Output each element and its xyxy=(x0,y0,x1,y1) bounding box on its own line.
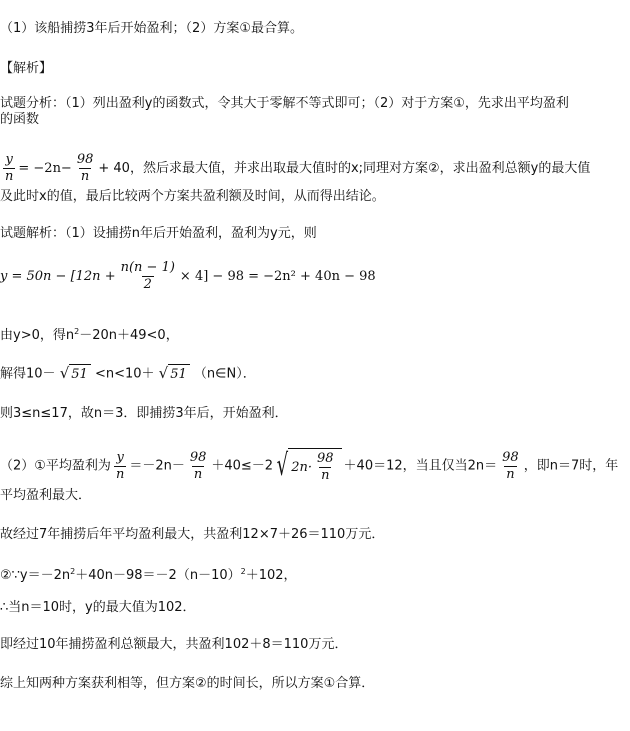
solve-text-a: 解得10－ xyxy=(0,366,56,382)
profit-equation xyxy=(0,260,376,293)
p2-sqrt: √ 2n· $\frac{98}{n}$ xyxy=(275,448,341,484)
solve-text-c: （n∈N）． xyxy=(193,366,256,382)
fraction-98-over-n: $\frac{98}{n}$ xyxy=(76,152,94,184)
ineq-sup: 2 xyxy=(74,327,80,336)
inequality-line xyxy=(0,323,179,345)
p3-total: 即经过10年捕捞盈利总额最大，共盈利102＋8＝110万元． xyxy=(0,637,348,652)
eq1-rhs: × 4] − 98 = −2n² + 40n − 98 xyxy=(179,269,376,284)
p2-text-c: ＋40≤－2 xyxy=(211,458,274,474)
p2-fraction-98-n-b: $\frac{98}{n}$ xyxy=(502,449,519,482)
p3-sup2: 2 xyxy=(240,567,246,576)
p2-radicand: 2n· $\frac{98}{n}$ xyxy=(288,448,341,484)
sqrt-51-b: √ 51 xyxy=(159,364,190,384)
formula-tail: + 40，然后求最大值，并求出取最大值时的x;同理对方案②，求出盈利总额y的最大值 xyxy=(98,161,591,176)
analysis-formula-line xyxy=(0,152,590,185)
p2-total: 故经过7年捕捞后年平均盈利最大，共盈利12×7＋26＝110万元． xyxy=(0,527,385,542)
radicand-b: 51 xyxy=(168,364,190,384)
eq1-fraction: $\frac{n(n - 1)}{2}$ xyxy=(120,260,175,292)
ineq-text-a: 由y>0，得n xyxy=(0,328,75,343)
analysis-line2: 的函数 xyxy=(0,112,40,127)
p2-text-b: ＝－2n－ xyxy=(129,458,185,474)
analysis-line1: 试题分析：（1）列出盈利y的函数式，令其大于零解不等式即可；（2）对于方案①，先求出平均盈利 xyxy=(0,96,569,111)
p3-max: ∴当n＝10时，y的最大值为102． xyxy=(0,600,196,615)
average-profit-line xyxy=(0,448,618,484)
analysis-line4: 及此时x的值，最后比较两个方案共盈利额及时间，从而得出结论。 xyxy=(0,189,385,204)
solve-text-b: <n<10＋ xyxy=(94,366,155,382)
p3-text-a: ②∵y＝－2n xyxy=(0,568,71,583)
ineq-text-b: －20n＋49<0， xyxy=(79,328,179,343)
p3-text-c: ＋102， xyxy=(245,568,297,583)
p2-fraction-y-n: $\frac{y}{n}$ xyxy=(115,449,125,482)
fraction-y-over-n: $\frac{y}{n}$ xyxy=(5,152,14,184)
answer-part2: （2）方案①最合算。 xyxy=(185,21,303,36)
solution-intro: 试题解析：（1）设捕捞n年后开始盈利，盈利为y元，则 xyxy=(0,226,317,241)
conclude1: 则3≤n≤17，故n＝3．即捕捞3年后，开始盈利． xyxy=(0,406,288,421)
p2-text-e: ，即n＝7时，年 xyxy=(523,458,619,474)
solve-line xyxy=(0,364,256,384)
final-conclusion: 综上知两种方案获利相等，但方案②的时间长，所以方案①合算． xyxy=(0,676,375,691)
analysis-heading: 【解析】 xyxy=(0,61,53,76)
eq1-lhs: y = 50n − [12n + xyxy=(0,269,116,284)
radicand-a: 51 xyxy=(69,364,91,384)
p3-text-b: ＋40n－98＝－2（n－10） xyxy=(75,568,241,583)
p2-fraction-98-n: $\frac{98}{n}$ xyxy=(189,449,207,482)
p3-equation xyxy=(0,563,297,585)
formula-mid: = −2n− xyxy=(18,161,72,176)
p2-text-a: （2）①平均盈利为 xyxy=(0,458,111,474)
p2-radicand-fraction: $\frac{98}{n}$ xyxy=(317,451,334,483)
p2-text-d: ＋40＝12，当且仅当2n＝ xyxy=(343,458,498,474)
answer-part1: （1）该船捕捞3年后开始盈利； xyxy=(0,21,186,36)
p3-sup1: 2 xyxy=(70,567,76,576)
sqrt-51-a: √ 51 xyxy=(60,364,91,384)
answer-line xyxy=(0,20,303,38)
p2-line2: 平均盈利最大． xyxy=(0,488,92,503)
